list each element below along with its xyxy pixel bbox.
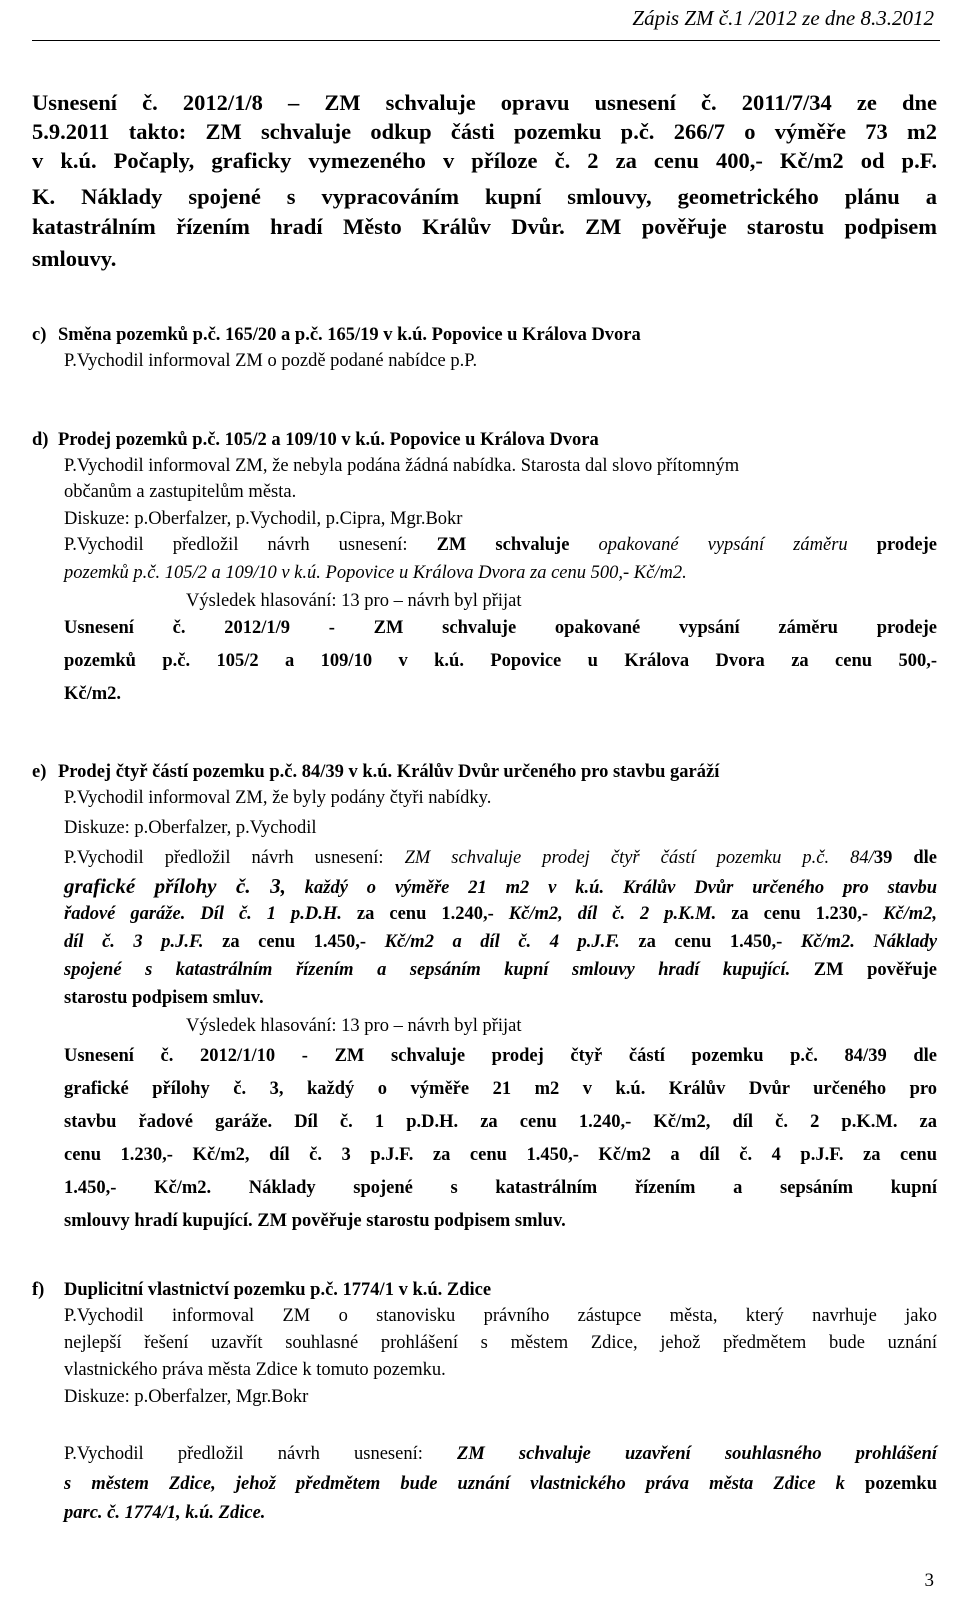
text-line: P.Vychodil informoval ZM, že byly podány čtyři nabídky. bbox=[64, 788, 492, 808]
section-heading bbox=[32, 428, 599, 453]
proposal-text: Kč/m2 a díl č. 4 p.J.F. bbox=[384, 932, 620, 952]
proposal-text: Kč/m2. Náklady bbox=[800, 932, 938, 952]
header-divider bbox=[32, 40, 940, 41]
text-line: smlouvy. bbox=[32, 246, 117, 271]
text-line: P.Vychodil informoval ZM o stanovisku právního zástupce města, který navrhuje jako bbox=[64, 1306, 937, 1326]
text-line: P.Vychodil informoval ZM o pozdě podané nabídce p.P. bbox=[64, 351, 478, 371]
section-letter: f) bbox=[32, 1280, 45, 1300]
proposal-line bbox=[64, 874, 937, 901]
resolution-line: grafické přílohy č. 3, každý o výměře 21 m2 v k.ú. Králův Dvůr určeného pro bbox=[64, 1079, 937, 1099]
proposal-text: grafické přílohy č. 3, bbox=[64, 874, 286, 898]
resolution-line: smlouvy hradí kupující. ZM pověřuje starostu podpisem smluv. bbox=[64, 1211, 566, 1231]
text-line: P.Vychodil informoval ZM, že nebyla podána žádná nabídka. Starosta dal slovo přítomným bbox=[64, 456, 740, 476]
proposal-text: řadové garáže. Díl č. 1 p.D.H. bbox=[64, 904, 342, 924]
proposal-text: ZM schvaluje prodej čtyř částí pozemku p.č. 84/ bbox=[404, 848, 874, 868]
resolution-line: Usnesení č. 2012/1/9 - ZM schvaluje opakované vypsání záměru prodeje bbox=[64, 618, 937, 638]
section-heading bbox=[32, 323, 641, 348]
proposal-line: parc. č. 1774/1, k.ú. Zdice. bbox=[64, 1503, 266, 1523]
text-line: Usnesení č. 2012/1/8 – ZM schvaluje opravu usnesení č. 2011/7/34 ze dne bbox=[32, 90, 937, 115]
proposal-text: spojené s katastrálním řízením a sepsáním kupní smlouvy hradí kupující. bbox=[64, 960, 791, 980]
section-heading bbox=[32, 760, 719, 785]
section-letter: e) bbox=[32, 762, 47, 782]
proposal-text: 39 dle bbox=[873, 848, 938, 868]
vote-result: Výsledek hlasování: 13 pro – návrh byl přijat bbox=[186, 591, 522, 611]
page-number: 3 bbox=[924, 1570, 934, 1591]
vote-result: Výsledek hlasování: 13 pro – návrh byl přijat bbox=[186, 1016, 522, 1036]
section-letter: d) bbox=[32, 430, 49, 450]
text-line: vlastnického práva města Zdice k tomuto pozemku. bbox=[64, 1360, 446, 1380]
proposal-line bbox=[64, 846, 937, 871]
proposal-verb: ZM schvaluje bbox=[436, 535, 570, 555]
proposal-line bbox=[64, 1442, 937, 1467]
resolution-line: Usnesení č. 2012/1/10 - ZM schvaluje prodej čtyř částí pozemku p.č. 84/39 dle bbox=[64, 1046, 937, 1066]
proposal-line bbox=[64, 1472, 937, 1497]
proposal-text: za cenu 1.450,- bbox=[222, 932, 367, 952]
proposal-line bbox=[64, 958, 937, 983]
proposal-text: Kč/m2, díl č. 2 p.K.M. bbox=[508, 904, 717, 924]
text-line: občanům a zastupitelům města. bbox=[64, 482, 297, 502]
page-header: Zápis ZM č.1 /2012 ze dne 8.3.2012 bbox=[632, 6, 934, 30]
text-line: 5.9.2011 takto: ZM schvaluje odkup části pozemku p.č. 266/7 o výměře 73 m2 bbox=[32, 119, 937, 144]
resolution-line: Kč/m2. bbox=[64, 684, 122, 704]
discussion-line: Diskuze: p.Oberfalzer, p.Vychodil bbox=[64, 818, 317, 838]
proposal-text: za cenu 1.230,- bbox=[731, 904, 869, 924]
proposal-line: pozemků p.č. 105/2 a 109/10 v k.ú. Popovice u Králova Dvora za cenu 500,- Kč/m2. bbox=[64, 563, 687, 583]
resolution-line: pozemků p.č. 105/2 a 109/10 v k.ú. Popovice u Králova Dvora za cenu 500,- bbox=[64, 651, 937, 671]
text-line: K. Náklady spojené s vypracováním kupní smlouvy, geometrického plánu a bbox=[32, 184, 937, 209]
proposal-text: s městem Zdice, jehož předmětem bude uznání vlastnického práva města Zdice k bbox=[64, 1474, 845, 1494]
discussion-line: Diskuze: p.Oberfalzer, p.Vychodil, p.Cipra, Mgr.Bokr bbox=[64, 509, 463, 529]
proposal-text: každý o výměře 21 m2 v k.ú. Králův Dvůr určeného pro stavbu bbox=[304, 878, 937, 898]
text-line: v k.ú. Počaply, graficky vymezeného v příloze č. 2 za cenu 400,- Kč/m2 od p.F. bbox=[32, 148, 937, 173]
proposal-text: díl č. 3 p.J.F. bbox=[64, 932, 204, 952]
text-line: nejlepší řešení uzavřít souhlasné prohlášení s městem Zdice, jehož předmětem bude uznání bbox=[64, 1333, 937, 1353]
proposal-text: za cenu 1.450,- bbox=[638, 932, 783, 952]
proposal-text: ZM pověřuje bbox=[813, 960, 937, 980]
resolution-line: cenu 1.230,- Kč/m2, díl č. 3 p.J.F. za cenu 1.450,- Kč/m2 a díl č. 4 p.J.F. za cenu bbox=[64, 1145, 937, 1165]
section-letter: c) bbox=[32, 325, 47, 345]
proposal-text: ZM schvaluje uzavření souhlasného prohlášení bbox=[457, 1444, 937, 1464]
text-line: katastrálním řízením hradí Město Králův Dvůr. ZM pověřuje starostu podpisem bbox=[32, 214, 937, 239]
proposal-line: starostu podpisem smluv. bbox=[64, 988, 264, 1008]
section-title: Směna pozemků p.č. 165/20 a p.č. 165/19 v k.ú. Popovice u Králova Dvora bbox=[58, 325, 641, 345]
proposal-text: za cenu 1.240,- bbox=[356, 904, 494, 924]
resolution-line: 1.450,- Kč/m2. Náklady spojené s katastrálním řízením a sepsáním kupní bbox=[64, 1178, 937, 1198]
section-heading bbox=[32, 1278, 491, 1303]
proposal-action: prodeje bbox=[876, 535, 937, 555]
section-title: Prodej čtyř částí pozemku p.č. 84/39 v k.ú. Králův Dvůr určeného pro stavbu garáží bbox=[58, 762, 720, 782]
proposal-lead: P.Vychodil předložil návrh usnesení: bbox=[64, 848, 384, 868]
proposal-lead: P.Vychodil předložil návrh usnesení: bbox=[64, 535, 408, 555]
proposal-subject: opakované vypsání záměru bbox=[598, 535, 848, 555]
section-title: Duplicitní vlastnictví pozemku p.č. 1774/1 v k.ú. Zdice bbox=[64, 1280, 492, 1300]
proposal-text: pozemku bbox=[865, 1474, 937, 1494]
section-title: Prodej pozemků p.č. 105/2 a 109/10 v k.ú. Popovice u Králova Dvora bbox=[58, 430, 599, 450]
proposal-text: Kč/m2, bbox=[883, 904, 938, 924]
proposal-line bbox=[64, 533, 937, 558]
proposal-line bbox=[64, 930, 937, 955]
discussion-line: Diskuze: p.Oberfalzer, Mgr.Bokr bbox=[64, 1387, 309, 1407]
proposal-lead: P.Vychodil předložil návrh usnesení: bbox=[64, 1444, 423, 1464]
proposal-line bbox=[64, 902, 937, 927]
resolution-line: stavbu řadové garáže. Díl č. 1 p.D.H. za cenu 1.240,- Kč/m2, díl č. 2 p.K.M. za bbox=[64, 1112, 937, 1132]
